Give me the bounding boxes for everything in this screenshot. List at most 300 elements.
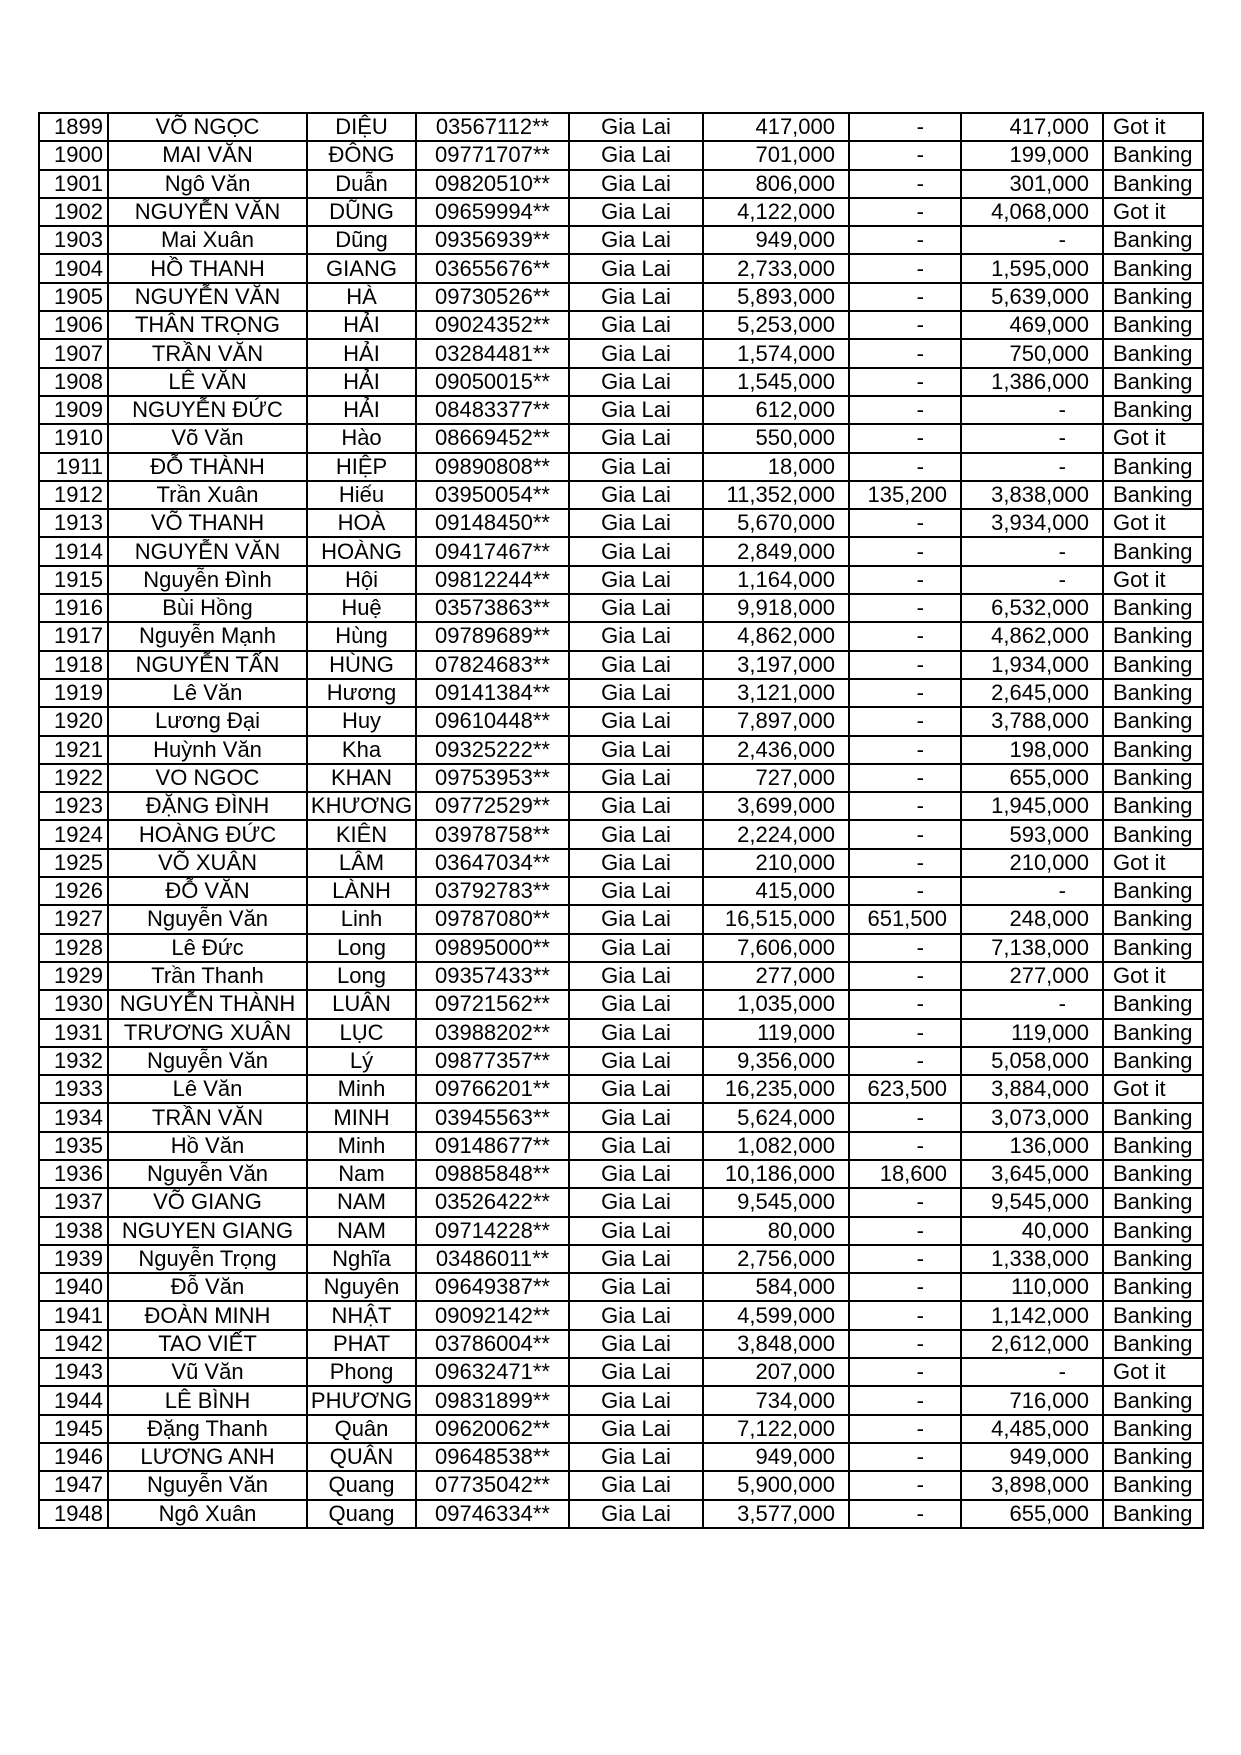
cell-phone: 09325222**	[416, 736, 569, 764]
cell-name-part2: QUÂN	[307, 1443, 416, 1471]
cell-amount-1: 16,235,000	[703, 1075, 849, 1103]
cell-status: Banking	[1103, 537, 1203, 565]
table-row	[39, 226, 1203, 254]
cell-phone: 09148677**	[416, 1132, 569, 1160]
cell-amount-3: 301,000	[961, 170, 1103, 198]
cell-id: 1929	[39, 962, 108, 990]
cell-amount-1: 7,606,000	[703, 934, 849, 962]
cell-status: Banking	[1103, 820, 1203, 848]
cell-amount-2: -	[849, 1471, 961, 1499]
cell-province: Gia Lai	[569, 1075, 703, 1103]
cell-amount-3: -	[961, 990, 1103, 1018]
cell-id: 1942	[39, 1330, 108, 1358]
cell-amount-3: 417,000	[961, 113, 1103, 141]
cell-amount-3: 949,000	[961, 1443, 1103, 1471]
cell-name-part1: NGUYỄN TẤN	[108, 651, 307, 679]
cell-amount-2: -	[849, 679, 961, 707]
cell-name-part1: Lê Văn	[108, 679, 307, 707]
cell-province: Gia Lai	[569, 1273, 703, 1301]
table-row	[39, 1358, 1203, 1386]
cell-id: 1944	[39, 1386, 108, 1414]
cell-name-part1: MAI VĂN	[108, 141, 307, 169]
cell-amount-1: 949,000	[703, 226, 849, 254]
cell-amount-1: 7,122,000	[703, 1415, 849, 1443]
cell-province: Gia Lai	[569, 1019, 703, 1047]
cell-id: 1905	[39, 283, 108, 311]
cell-name-part2: DIỆU	[307, 113, 416, 141]
cell-phone: 03945563**	[416, 1103, 569, 1131]
cell-name-part1: Nguyễn Văn	[108, 1047, 307, 1075]
cell-name-part2: HẢI	[307, 339, 416, 367]
cell-amount-3: -	[961, 537, 1103, 565]
cell-name-part1: NGUYEN GIANG	[108, 1217, 307, 1245]
cell-name-part2: HOÀ	[307, 509, 416, 537]
cell-province: Gia Lai	[569, 962, 703, 990]
cell-name-part2: NHẬT	[307, 1301, 416, 1329]
table-row	[39, 113, 1203, 141]
cell-id: 1935	[39, 1132, 108, 1160]
cell-amount-2: -	[849, 226, 961, 254]
cell-status: Banking	[1103, 1132, 1203, 1160]
cell-name-part1: HỒ THANH	[108, 254, 307, 282]
cell-phone: 09812244**	[416, 566, 569, 594]
cell-name-part2: LÀNH	[307, 877, 416, 905]
cell-province: Gia Lai	[569, 1047, 703, 1075]
cell-id: 1906	[39, 311, 108, 339]
cell-id: 1919	[39, 679, 108, 707]
cell-name-part2: PHƯƠNG	[307, 1386, 416, 1414]
cell-name-part1: Nguyễn Trọng	[108, 1245, 307, 1273]
cell-amount-2: -	[849, 453, 961, 481]
cell-name-part1: Trần Xuân	[108, 481, 307, 509]
cell-amount-1: 4,122,000	[703, 198, 849, 226]
cell-phone: 03978758**	[416, 820, 569, 848]
cell-name-part1: VÕ XUÂN	[108, 849, 307, 877]
table-row	[39, 877, 1203, 905]
cell-id: 1945	[39, 1415, 108, 1443]
table-row	[39, 1330, 1203, 1358]
table-row	[39, 481, 1203, 509]
cell-name-part1: ĐẶNG ĐÌNH	[108, 792, 307, 820]
table-row	[39, 1245, 1203, 1273]
cell-status: Banking	[1103, 1103, 1203, 1131]
cell-amount-2: -	[849, 792, 961, 820]
cell-phone: 09771707**	[416, 141, 569, 169]
table-row	[39, 962, 1203, 990]
cell-name-part1: Đặng Thanh	[108, 1415, 307, 1443]
cell-name-part2: Huệ	[307, 594, 416, 622]
cell-amount-1: 5,900,000	[703, 1471, 849, 1499]
cell-id: 1937	[39, 1188, 108, 1216]
cell-name-part2: Dũng	[307, 226, 416, 254]
table-row	[39, 1301, 1203, 1329]
table-row	[39, 1386, 1203, 1414]
cell-status: Banking	[1103, 1330, 1203, 1358]
cell-amount-2: 18,600	[849, 1160, 961, 1188]
cell-status: Banking	[1103, 736, 1203, 764]
cell-name-part2: Nghĩa	[307, 1245, 416, 1273]
cell-amount-1: 612,000	[703, 396, 849, 424]
cell-name-part2: HÙNG	[307, 651, 416, 679]
cell-phone: 07735042**	[416, 1471, 569, 1499]
table-row	[39, 1471, 1203, 1499]
cell-amount-2: 651,500	[849, 905, 961, 933]
cell-status: Banking	[1103, 1188, 1203, 1216]
cell-name-part2: Hội	[307, 566, 416, 594]
cell-amount-2: -	[849, 254, 961, 282]
cell-name-part1: Nguyễn Mạnh	[108, 622, 307, 650]
cell-amount-1: 5,253,000	[703, 311, 849, 339]
cell-amount-2: -	[849, 990, 961, 1018]
cell-amount-2: -	[849, 339, 961, 367]
table-row	[39, 424, 1203, 452]
cell-amount-1: 415,000	[703, 877, 849, 905]
cell-name-part2: LÂM	[307, 849, 416, 877]
cell-id: 1934	[39, 1103, 108, 1131]
table-row	[39, 1415, 1203, 1443]
table-row	[39, 1103, 1203, 1131]
cell-amount-1: 207,000	[703, 1358, 849, 1386]
cell-province: Gia Lai	[569, 537, 703, 565]
recipients-table	[38, 112, 1204, 1529]
cell-amount-2: -	[849, 1188, 961, 1216]
cell-id: 1902	[39, 198, 108, 226]
cell-amount-1: 4,862,000	[703, 622, 849, 650]
table-row	[39, 905, 1203, 933]
cell-name-part1: Nguyễn Đình	[108, 566, 307, 594]
cell-status: Got it	[1103, 509, 1203, 537]
cell-amount-3: 3,898,000	[961, 1471, 1103, 1499]
cell-status: Banking	[1103, 254, 1203, 282]
cell-status: Got it	[1103, 962, 1203, 990]
table-row	[39, 820, 1203, 848]
cell-amount-3: 210,000	[961, 849, 1103, 877]
cell-province: Gia Lai	[569, 396, 703, 424]
cell-name-part1: TRẦN VĂN	[108, 339, 307, 367]
cell-phone: 03284481**	[416, 339, 569, 367]
cell-province: Gia Lai	[569, 934, 703, 962]
cell-province: Gia Lai	[569, 198, 703, 226]
cell-status: Banking	[1103, 594, 1203, 622]
cell-status: Banking	[1103, 1019, 1203, 1047]
cell-amount-1: 210,000	[703, 849, 849, 877]
cell-phone: 03573863**	[416, 594, 569, 622]
cell-phone: 09789689**	[416, 622, 569, 650]
cell-name-part2: NAM	[307, 1188, 416, 1216]
cell-amount-3: 2,645,000	[961, 679, 1103, 707]
cell-amount-1: 10,186,000	[703, 1160, 849, 1188]
cell-name-part1: NGUYỄN THÀNH	[108, 990, 307, 1018]
cell-amount-2: -	[849, 198, 961, 226]
cell-phone: 09050015**	[416, 368, 569, 396]
cell-amount-2: -	[849, 934, 961, 962]
cell-amount-1: 550,000	[703, 424, 849, 452]
cell-name-part2: Huy	[307, 707, 416, 735]
cell-id: 1926	[39, 877, 108, 905]
cell-amount-1: 18,000	[703, 453, 849, 481]
cell-name-part2: Quân	[307, 1415, 416, 1443]
cell-name-part2: Hiếu	[307, 481, 416, 509]
table-row	[39, 679, 1203, 707]
cell-name-part1: NGUYỄN ĐỨC	[108, 396, 307, 424]
cell-id: 1900	[39, 141, 108, 169]
cell-phone: 03567112**	[416, 113, 569, 141]
cell-id: 1927	[39, 905, 108, 933]
cell-amount-3: 655,000	[961, 764, 1103, 792]
cell-amount-3: 2,612,000	[961, 1330, 1103, 1358]
table-row	[39, 792, 1203, 820]
cell-id: 1939	[39, 1245, 108, 1273]
cell-name-part1: NGUYỄN VĂN	[108, 283, 307, 311]
cell-province: Gia Lai	[569, 1443, 703, 1471]
cell-id: 1933	[39, 1075, 108, 1103]
cell-name-part1: Lương Đại	[108, 707, 307, 735]
cell-id: 1941	[39, 1301, 108, 1329]
cell-amount-3: -	[961, 424, 1103, 452]
cell-amount-3: 3,838,000	[961, 481, 1103, 509]
cell-amount-3: 199,000	[961, 141, 1103, 169]
cell-name-part1: Nguyễn Văn	[108, 1471, 307, 1499]
cell-amount-2: -	[849, 622, 961, 650]
cell-amount-2: -	[849, 1047, 961, 1075]
cell-amount-2: -	[849, 1330, 961, 1358]
cell-name-part1: Bùi Hồng	[108, 594, 307, 622]
cell-id: 1940	[39, 1273, 108, 1301]
table-row	[39, 566, 1203, 594]
cell-province: Gia Lai	[569, 990, 703, 1018]
cell-province: Gia Lai	[569, 764, 703, 792]
cell-province: Gia Lai	[569, 1386, 703, 1414]
cell-name-part1: NGUYỄN VĂN	[108, 537, 307, 565]
cell-phone: 09753953**	[416, 764, 569, 792]
cell-name-part2: KHƯƠNG	[307, 792, 416, 820]
cell-amount-1: 584,000	[703, 1273, 849, 1301]
cell-amount-1: 2,436,000	[703, 736, 849, 764]
cell-province: Gia Lai	[569, 141, 703, 169]
cell-status: Banking	[1103, 1273, 1203, 1301]
cell-amount-1: 701,000	[703, 141, 849, 169]
table-row	[39, 396, 1203, 424]
table-row	[39, 990, 1203, 1018]
cell-province: Gia Lai	[569, 622, 703, 650]
cell-province: Gia Lai	[569, 1500, 703, 1528]
cell-province: Gia Lai	[569, 113, 703, 141]
cell-amount-3: 4,485,000	[961, 1415, 1103, 1443]
table-row	[39, 1273, 1203, 1301]
cell-name-part1: Ngô Văn	[108, 170, 307, 198]
cell-amount-2: -	[849, 1273, 961, 1301]
cell-name-part1: Hồ Văn	[108, 1132, 307, 1160]
cell-amount-3: 1,595,000	[961, 254, 1103, 282]
cell-name-part2: Quang	[307, 1500, 416, 1528]
table-row	[39, 311, 1203, 339]
cell-province: Gia Lai	[569, 1103, 703, 1131]
cell-province: Gia Lai	[569, 311, 703, 339]
cell-name-part2: HÀ	[307, 283, 416, 311]
table-row	[39, 1132, 1203, 1160]
cell-name-part2: Lý	[307, 1047, 416, 1075]
cell-amount-1: 3,197,000	[703, 651, 849, 679]
cell-id: 1923	[39, 792, 108, 820]
cell-name-part1: Lê Đức	[108, 934, 307, 962]
cell-amount-2: -	[849, 113, 961, 141]
cell-amount-3: 9,545,000	[961, 1188, 1103, 1216]
cell-amount-3: 3,788,000	[961, 707, 1103, 735]
cell-amount-1: 9,356,000	[703, 1047, 849, 1075]
cell-phone: 09610448**	[416, 707, 569, 735]
cell-phone: 09820510**	[416, 170, 569, 198]
cell-phone: 09766201**	[416, 1075, 569, 1103]
cell-amount-2: -	[849, 707, 961, 735]
cell-province: Gia Lai	[569, 1471, 703, 1499]
cell-amount-2: -	[849, 141, 961, 169]
table-row	[39, 1500, 1203, 1528]
cell-id: 1903	[39, 226, 108, 254]
cell-amount-3: 198,000	[961, 736, 1103, 764]
cell-phone: 03486011**	[416, 1245, 569, 1273]
table-row	[39, 453, 1203, 481]
cell-name-part2: MINH	[307, 1103, 416, 1131]
cell-status: Banking	[1103, 1500, 1203, 1528]
cell-name-part2: Nguyên	[307, 1273, 416, 1301]
cell-status: Banking	[1103, 1415, 1203, 1443]
cell-phone: 03786004**	[416, 1330, 569, 1358]
cell-id: 1924	[39, 820, 108, 848]
cell-amount-3: 3,934,000	[961, 509, 1103, 537]
cell-amount-1: 5,624,000	[703, 1103, 849, 1131]
cell-amount-2: -	[849, 537, 961, 565]
cell-amount-1: 9,918,000	[703, 594, 849, 622]
cell-amount-2: -	[849, 849, 961, 877]
table-row	[39, 509, 1203, 537]
cell-phone: 09890808**	[416, 453, 569, 481]
cell-province: Gia Lai	[569, 453, 703, 481]
cell-name-part1: ĐOÀN MINH	[108, 1301, 307, 1329]
cell-phone: 09730526**	[416, 283, 569, 311]
cell-name-part2: Minh	[307, 1132, 416, 1160]
cell-phone: 07824683**	[416, 651, 569, 679]
cell-name-part1: LÊ BÌNH	[108, 1386, 307, 1414]
cell-phone: 09787080**	[416, 905, 569, 933]
cell-status: Banking	[1103, 1301, 1203, 1329]
cell-amount-3: -	[961, 226, 1103, 254]
cell-phone: 09746334**	[416, 1500, 569, 1528]
cell-name-part2: Kha	[307, 736, 416, 764]
cell-name-part1: Trần Thanh	[108, 962, 307, 990]
cell-amount-1: 1,035,000	[703, 990, 849, 1018]
table-row	[39, 141, 1203, 169]
cell-status: Banking	[1103, 877, 1203, 905]
cell-amount-3: 248,000	[961, 905, 1103, 933]
cell-phone: 09620062**	[416, 1415, 569, 1443]
cell-province: Gia Lai	[569, 424, 703, 452]
cell-status: Got it	[1103, 566, 1203, 594]
cell-status: Got it	[1103, 113, 1203, 141]
cell-amount-3: -	[961, 877, 1103, 905]
cell-amount-2: -	[849, 1386, 961, 1414]
cell-name-part2: ĐÔNG	[307, 141, 416, 169]
cell-status: Banking	[1103, 792, 1203, 820]
cell-province: Gia Lai	[569, 368, 703, 396]
cell-phone: 09141384**	[416, 679, 569, 707]
table-row	[39, 622, 1203, 650]
cell-status: Banking	[1103, 368, 1203, 396]
cell-name-part1: TRẦN VĂN	[108, 1103, 307, 1131]
cell-phone: 09356939**	[416, 226, 569, 254]
cell-amount-3: 1,386,000	[961, 368, 1103, 396]
cell-name-part1: Huỳnh Văn	[108, 736, 307, 764]
cell-name-part2: KIÊN	[307, 820, 416, 848]
cell-id: 1931	[39, 1019, 108, 1047]
cell-phone: 09831899**	[416, 1386, 569, 1414]
cell-amount-1: 4,599,000	[703, 1301, 849, 1329]
cell-province: Gia Lai	[569, 877, 703, 905]
cell-name-part1: VÕ GIANG	[108, 1188, 307, 1216]
cell-name-part2: Minh	[307, 1075, 416, 1103]
cell-amount-2: -	[849, 283, 961, 311]
cell-id: 1947	[39, 1471, 108, 1499]
cell-name-part1: Võ Văn	[108, 424, 307, 452]
table-row	[39, 651, 1203, 679]
cell-status: Banking	[1103, 283, 1203, 311]
cell-name-part2: PHAT	[307, 1330, 416, 1358]
cell-name-part1: Đỗ Văn	[108, 1273, 307, 1301]
table-row	[39, 594, 1203, 622]
cell-status: Got it	[1103, 198, 1203, 226]
cell-province: Gia Lai	[569, 1415, 703, 1443]
table-row	[39, 934, 1203, 962]
cell-name-part2: Nam	[307, 1160, 416, 1188]
cell-phone: 09024352**	[416, 311, 569, 339]
cell-amount-1: 5,893,000	[703, 283, 849, 311]
cell-amount-3: 110,000	[961, 1273, 1103, 1301]
cell-phone: 09659994**	[416, 198, 569, 226]
cell-name-part1: Nguyễn Văn	[108, 905, 307, 933]
cell-status: Banking	[1103, 141, 1203, 169]
cell-amount-2: -	[849, 877, 961, 905]
table-row	[39, 170, 1203, 198]
cell-amount-3: 4,862,000	[961, 622, 1103, 650]
cell-amount-3: 3,884,000	[961, 1075, 1103, 1103]
cell-status: Banking	[1103, 396, 1203, 424]
cell-amount-1: 16,515,000	[703, 905, 849, 933]
cell-amount-1: 7,897,000	[703, 707, 849, 735]
cell-status: Banking	[1103, 622, 1203, 650]
cell-province: Gia Lai	[569, 707, 703, 735]
cell-id: 1938	[39, 1217, 108, 1245]
cell-id: 1932	[39, 1047, 108, 1075]
cell-amount-2: -	[849, 1500, 961, 1528]
cell-id: 1911	[39, 453, 108, 481]
cell-name-part2: Phong	[307, 1358, 416, 1386]
cell-amount-1: 1,164,000	[703, 566, 849, 594]
cell-status: Got it	[1103, 424, 1203, 452]
cell-name-part2: Hương	[307, 679, 416, 707]
cell-amount-1: 1,082,000	[703, 1132, 849, 1160]
cell-phone: 03647034**	[416, 849, 569, 877]
cell-phone: 09714228**	[416, 1217, 569, 1245]
cell-province: Gia Lai	[569, 226, 703, 254]
cell-amount-2: -	[849, 1358, 961, 1386]
cell-amount-1: 80,000	[703, 1217, 849, 1245]
cell-name-part2: HẢI	[307, 368, 416, 396]
table-row	[39, 1188, 1203, 1216]
cell-phone: 09648538**	[416, 1443, 569, 1471]
cell-phone: 09885848**	[416, 1160, 569, 1188]
cell-province: Gia Lai	[569, 736, 703, 764]
cell-id: 1922	[39, 764, 108, 792]
cell-amount-2: -	[849, 396, 961, 424]
